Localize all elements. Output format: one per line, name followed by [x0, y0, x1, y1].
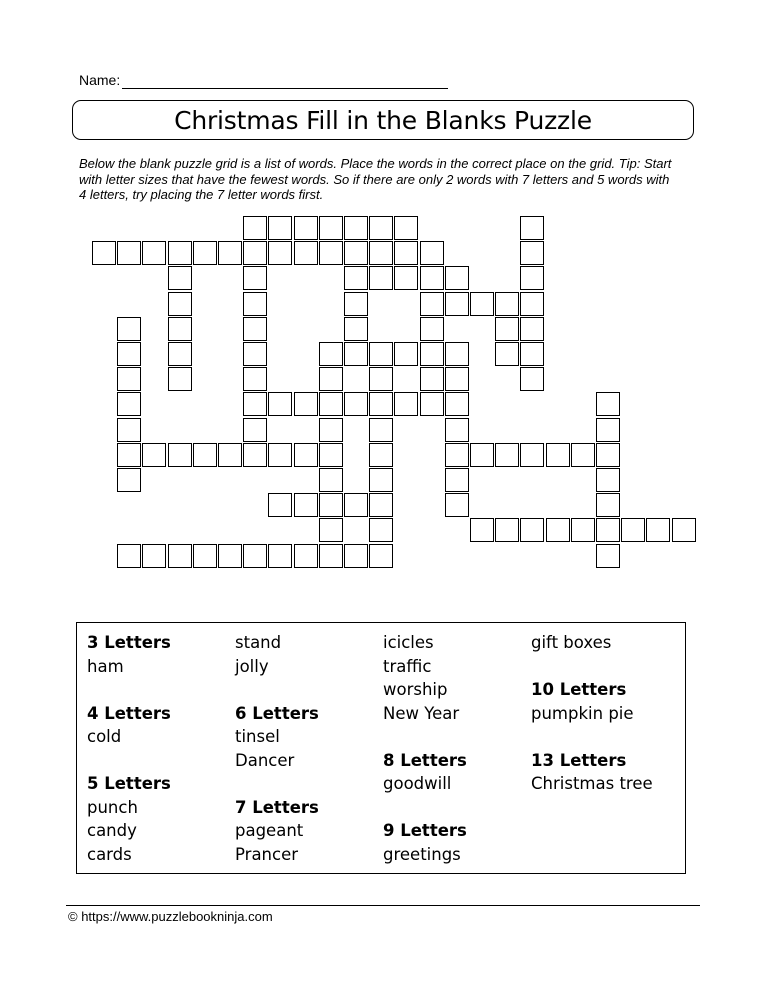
grid-cell[interactable] [596, 418, 620, 442]
grid-cell[interactable] [420, 266, 444, 290]
grid-cell[interactable] [420, 292, 444, 316]
grid-cell[interactable] [420, 241, 444, 265]
word-item: cards [87, 844, 132, 864]
grid-cell[interactable] [520, 241, 544, 265]
word-item: ham [87, 656, 124, 676]
grid-cell[interactable] [672, 518, 696, 542]
word-item: candy [87, 821, 137, 840]
grid-cell[interactable] [495, 292, 519, 316]
grid-cell[interactable] [344, 266, 368, 290]
word-item: stand [235, 633, 282, 652]
word-item: icicles [383, 633, 434, 652]
grid-cell[interactable] [445, 443, 469, 467]
grid-cell[interactable] [520, 266, 544, 290]
grid-cell[interactable] [344, 342, 368, 366]
grid-cell[interactable] [268, 493, 292, 517]
footer-divider [66, 905, 700, 906]
grid-cell[interactable] [243, 342, 267, 366]
name-row [79, 72, 120, 88]
word-item: Christmas tree [531, 774, 653, 793]
grid-cell[interactable] [268, 216, 292, 240]
grid-cell[interactable] [243, 443, 267, 467]
grid-cell[interactable] [394, 392, 418, 416]
word-group-header: 8 Letters [383, 750, 467, 770]
grid-cell[interactable] [268, 443, 292, 467]
grid-cell[interactable] [520, 317, 544, 341]
grid-cell[interactable] [117, 544, 141, 568]
grid-cell[interactable] [495, 317, 519, 341]
grid-cell[interactable] [596, 544, 620, 568]
grid-cell[interactable] [319, 216, 343, 240]
word-item: jolly [235, 656, 269, 676]
word-column [235, 631, 319, 866]
word-item: greetings [383, 844, 461, 864]
grid-cell[interactable] [243, 216, 267, 240]
grid-cell[interactable] [243, 392, 267, 416]
grid-cell[interactable] [319, 342, 343, 366]
grid-cell[interactable] [243, 292, 267, 316]
grid-cell[interactable] [520, 443, 544, 467]
grid-cell[interactable] [218, 241, 242, 265]
grid-cell[interactable] [621, 518, 645, 542]
grid-cell[interactable] [344, 216, 368, 240]
grid-cell[interactable] [571, 518, 595, 542]
grid-cell[interactable] [319, 443, 343, 467]
grid-cell[interactable] [420, 392, 444, 416]
grid-cell[interactable] [344, 392, 368, 416]
grid-cell[interactable] [268, 392, 292, 416]
grid-cell[interactable] [520, 518, 544, 542]
grid-cell[interactable] [268, 544, 292, 568]
grid-cell[interactable] [142, 443, 166, 467]
grid-cell[interactable] [344, 544, 368, 568]
grid-cell[interactable] [117, 418, 141, 442]
grid-cell[interactable] [319, 367, 343, 391]
grid-cell[interactable] [344, 493, 368, 517]
grid-cell[interactable] [319, 418, 343, 442]
instructions: Below the blank puzzle grid is a list of words. Place the words in the correct place on the grid. Tip: Start with letter sizes that have the fewest words. So if there are only 2 words with 7 letters and 5 words with 4 letters, try placing the 7 letter words first. [79, 156, 672, 202]
grid-cell[interactable] [369, 544, 393, 568]
grid-cell[interactable] [243, 418, 267, 442]
grid-cell[interactable] [168, 544, 192, 568]
grid-cell[interactable] [117, 342, 141, 366]
grid-cell[interactable] [394, 266, 418, 290]
grid-cell[interactable] [596, 392, 620, 416]
grid-cell[interactable] [520, 342, 544, 366]
grid-cell[interactable] [168, 317, 192, 341]
grid-cell[interactable] [445, 493, 469, 517]
grid-cell[interactable] [243, 544, 267, 568]
word-item: Prancer [235, 844, 299, 864]
grid-cell[interactable] [117, 367, 141, 391]
grid-cell[interactable] [596, 518, 620, 542]
grid-cell[interactable] [445, 392, 469, 416]
grid-cell[interactable] [319, 518, 343, 542]
word-group-header: 9 Letters [383, 821, 467, 840]
spacer [531, 655, 653, 679]
grid-cell[interactable] [117, 392, 141, 416]
title-box [72, 100, 694, 140]
grid-cell[interactable] [243, 266, 267, 290]
grid-cell[interactable] [168, 367, 192, 391]
word-group-header: 6 Letters [235, 703, 319, 723]
spacer [531, 725, 653, 749]
grid-cell[interactable] [92, 241, 116, 265]
word-item: Dancer [235, 750, 295, 770]
grid-cell[interactable] [369, 418, 393, 442]
grid-cell[interactable] [445, 367, 469, 391]
grid-cell[interactable] [294, 493, 318, 517]
word-column [87, 631, 171, 866]
word-item: pumpkin pie [531, 703, 634, 723]
word-item: New Year [383, 703, 460, 723]
grid-cell[interactable] [546, 518, 570, 542]
grid-cell[interactable] [369, 216, 393, 240]
grid-cell[interactable] [394, 342, 418, 366]
grid-cell[interactable] [319, 544, 343, 568]
grid-cell[interactable] [168, 241, 192, 265]
grid-cell[interactable] [142, 544, 166, 568]
word-item: gift boxes [531, 633, 612, 652]
grid-cell[interactable] [294, 544, 318, 568]
grid-cell[interactable] [168, 342, 192, 366]
word-item: pageant [235, 821, 304, 840]
grid-cell[interactable] [117, 317, 141, 341]
grid-cell[interactable] [369, 518, 393, 542]
spacer [87, 678, 171, 702]
grid-cell[interactable] [420, 367, 444, 391]
grid-cell[interactable] [520, 367, 544, 391]
grid-cell[interactable] [319, 392, 343, 416]
grid-cell[interactable] [571, 443, 595, 467]
grid-cell[interactable] [168, 266, 192, 290]
grid-cell[interactable] [117, 468, 141, 492]
grid-cell[interactable] [369, 241, 393, 265]
grid-cell[interactable] [319, 468, 343, 492]
grid-cell[interactable] [420, 317, 444, 341]
grid-cell[interactable] [420, 342, 444, 366]
spacer [383, 725, 467, 749]
grid-cell[interactable] [445, 266, 469, 290]
word-item: punch [87, 797, 138, 817]
grid-cell[interactable] [168, 443, 192, 467]
grid-cell[interactable] [168, 292, 192, 316]
grid-cell[interactable] [218, 544, 242, 568]
grid-cell[interactable] [546, 443, 570, 467]
grid-cell[interactable] [268, 241, 292, 265]
grid-cell[interactable] [193, 544, 217, 568]
grid-cell[interactable] [193, 443, 217, 467]
grid-cell[interactable] [445, 468, 469, 492]
grid-cell[interactable] [495, 443, 519, 467]
word-column [383, 631, 467, 866]
grid-cell[interactable] [344, 241, 368, 265]
grid-cell[interactable] [470, 443, 494, 467]
grid-cell[interactable] [596, 468, 620, 492]
grid-cell[interactable] [243, 367, 267, 391]
grid-cell[interactable] [470, 292, 494, 316]
grid-cell[interactable] [394, 216, 418, 240]
spacer [235, 772, 319, 796]
grid-cell[interactable] [117, 241, 141, 265]
page-title: Christmas Fill in the Blanks Puzzle [174, 105, 592, 135]
grid-cell[interactable] [495, 342, 519, 366]
grid-cell[interactable] [369, 443, 393, 467]
grid-cell[interactable] [369, 493, 393, 517]
grid-cell[interactable] [520, 292, 544, 316]
grid-cell[interactable] [445, 418, 469, 442]
grid-cell[interactable] [470, 518, 494, 542]
grid-cell[interactable] [596, 493, 620, 517]
word-group-header: 7 Letters [235, 797, 319, 817]
grid-cell[interactable] [369, 342, 393, 366]
grid-cell[interactable] [344, 292, 368, 316]
spacer [87, 749, 171, 773]
grid-cell[interactable] [369, 392, 393, 416]
grid-cell[interactable] [369, 367, 393, 391]
word-list-box [76, 622, 686, 874]
grid-cell[interactable] [369, 266, 393, 290]
grid-cell[interactable] [243, 317, 267, 341]
grid-cell[interactable] [319, 241, 343, 265]
grid-cell[interactable] [495, 518, 519, 542]
word-group-header: 3 Letters [87, 633, 171, 652]
spacer [383, 796, 467, 820]
grid-cell[interactable] [294, 216, 318, 240]
word-item: worship [383, 680, 448, 699]
grid-cell[interactable] [445, 342, 469, 366]
grid-cell[interactable] [520, 216, 544, 240]
word-group-header: 5 Letters [87, 774, 171, 793]
grid-cell[interactable] [394, 241, 418, 265]
grid-cell[interactable] [218, 443, 242, 467]
word-item: cold [87, 727, 122, 746]
name-label: Name: [79, 72, 121, 88]
grid-cell[interactable] [243, 241, 267, 265]
grid-cell[interactable] [369, 468, 393, 492]
word-item: goodwill [383, 774, 452, 793]
grid-cell[interactable] [319, 493, 343, 517]
word-item: traffic [383, 656, 432, 676]
name-input-line[interactable] [122, 88, 448, 89]
grid-cell[interactable] [142, 241, 166, 265]
word-item: tinsel [235, 727, 280, 746]
word-group-header: 13 Letters [531, 750, 627, 770]
word-group-header: 4 Letters [87, 703, 171, 723]
footer-url: © https://www.puzzlebookninja.com [68, 909, 273, 924]
word-group-header: 10 Letters [531, 680, 627, 699]
grid-cell[interactable] [294, 241, 318, 265]
grid-cell[interactable] [596, 443, 620, 467]
word-column [531, 631, 653, 796]
grid-cell[interactable] [294, 392, 318, 416]
grid-cell[interactable] [646, 518, 670, 542]
grid-cell[interactable] [445, 292, 469, 316]
grid-cell[interactable] [193, 241, 217, 265]
grid-cell[interactable] [294, 443, 318, 467]
grid-cell[interactable] [117, 443, 141, 467]
spacer [235, 678, 319, 702]
grid-cell[interactable] [344, 317, 368, 341]
